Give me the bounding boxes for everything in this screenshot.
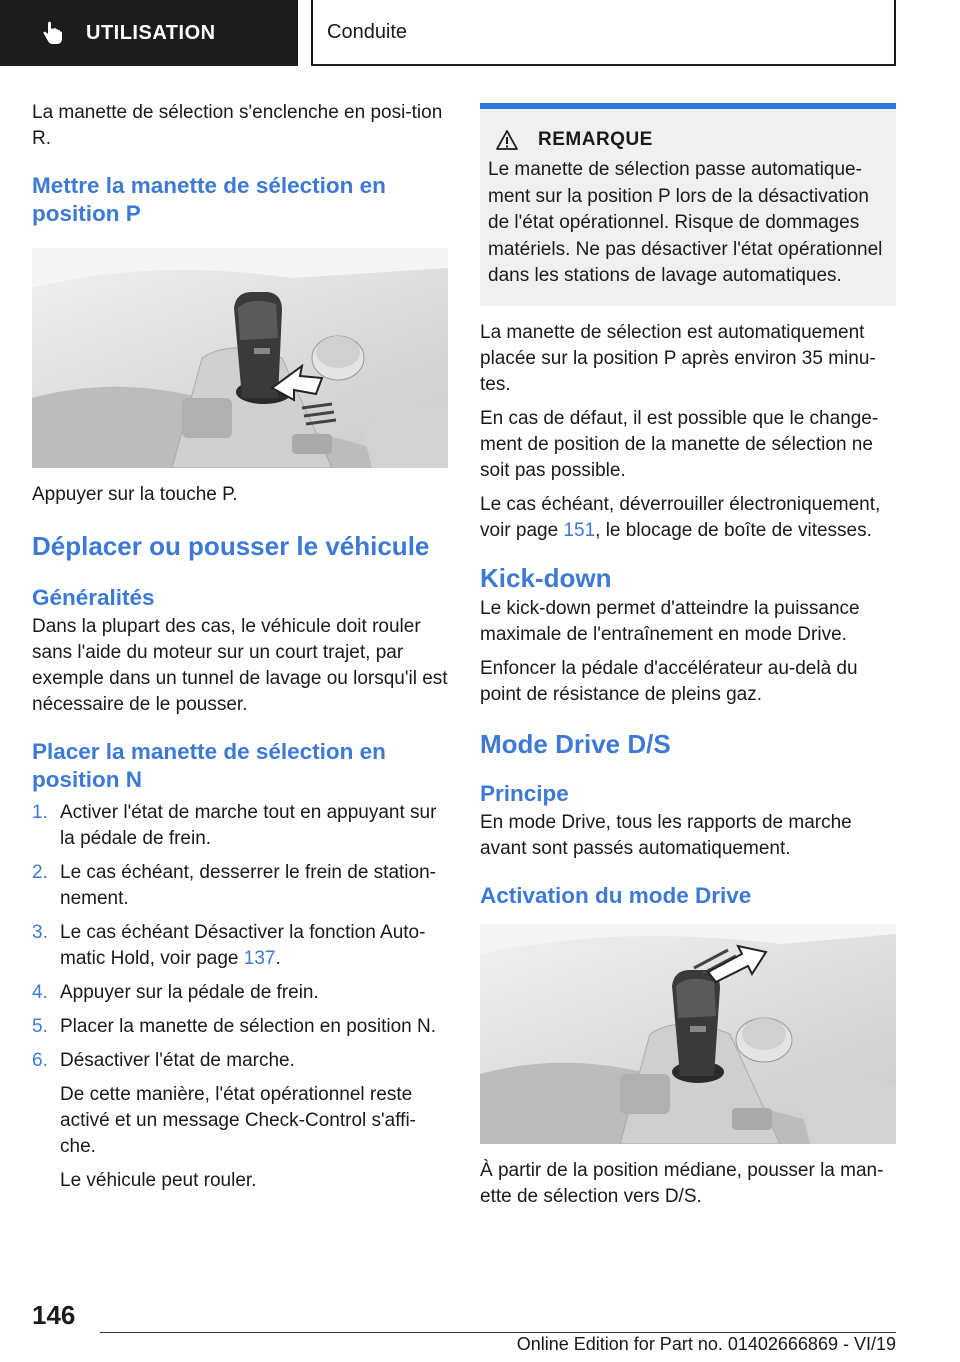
- note-text: Le manette de sélection passe automatique-ment sur la position P lors de la désactivation de l'état opérationnel. Risque de dommages matériels. Ne pas désactiver l'état opérationnel dans les stations de lavage automatiques.: [488, 159, 883, 286]
- page-link-137[interactable]: 137: [243, 948, 276, 969]
- footer-divider: [100, 1332, 896, 1333]
- gear-selector-park-figure: [32, 248, 448, 468]
- chapter-title: Conduite: [327, 20, 408, 43]
- list-item: 5. Placer la manette de sélection en position N.: [32, 1016, 436, 1037]
- page-number: 146: [32, 1300, 76, 1330]
- paragraph-principle: En mode Drive, tous les rapports de marche avant sont passés automatiquement.: [480, 811, 852, 859]
- note-title-row: [488, 129, 888, 151]
- page-header: [0, 0, 960, 66]
- heading-general: Généralités: [32, 585, 155, 610]
- paragraph-auto-park: La manette de sélection est automatiquement placée sur la position P après environ 35 minu-tes.: [480, 321, 876, 395]
- sub-paragraph-1: De cette manière, l'état opérationnel reste activé et un message Check-Control s'affi-che.: [60, 1084, 416, 1157]
- list-item: 4. Appuyer sur la pédale de frein.: [32, 982, 319, 1003]
- page-link-151[interactable]: 151: [563, 519, 596, 541]
- list-item: 1. Activer l'état de marche tout en appuyant sur la pédale de frein.: [32, 802, 437, 849]
- warning-note: [480, 103, 896, 306]
- paragraph-fault: En cas de défaut, il est possible que le change-ment de position de la manette de sélection ne soit pas possible.: [480, 407, 879, 481]
- footer-edition: Online Edition for Part no. 01402666869 - VI/19: [516, 1334, 896, 1354]
- section-title: UTILISATION: [86, 21, 216, 44]
- list-item: 6. Désactiver l'état de marche.: [32, 1050, 295, 1071]
- neutral-steps-list: [32, 800, 448, 1074]
- caption-drive: À partir de la position médiane, pousser la man-ette de sélection vers D/S.: [480, 1159, 884, 1207]
- heading-kick-down: Kick-down: [480, 562, 612, 593]
- chapter-box: [311, 0, 896, 66]
- paragraph-general: Dans la plupart des cas, le véhicule doit rouler sans l'aide du moteur sur un court trajet, par exemple dans un tunnel de lavage ou lorsqu'il est nécessaire de le pousser.: [32, 616, 448, 715]
- heading-neutral: Placer la manette de sélection en position N: [32, 739, 386, 792]
- section-tab: [0, 0, 298, 66]
- list-item: 3. Le cas échéant Désactiver la fonction Auto-matic Hold, voir page 137.: [32, 922, 426, 969]
- caption-park: Appuyer sur la touche P.: [32, 484, 238, 505]
- list-item: 2. Le cas échéant, desserrer le frein de station-nement.: [32, 862, 436, 909]
- gear-selector-drive-figure: [480, 924, 896, 1144]
- sub-paragraph-2: Le véhicule peut rouler.: [60, 1170, 257, 1191]
- paragraph-unlock: Le cas échéant, déverrouiller électroniquement, voir page 151, le blocage de boîte de vitesses.: [480, 493, 881, 541]
- heading-park: Mettre la manette de sélection en position P: [32, 173, 386, 226]
- heading-drive-mode: Mode Drive D/S: [480, 728, 671, 759]
- note-title: REMARQUE: [538, 129, 653, 150]
- heading-move-vehicle: Déplacer ou pousser le véhicule: [32, 531, 430, 561]
- paragraph-kick-1: Le kick-down permet d'atteindre la puissance maximale de l'entraînement en mode Drive.: [480, 597, 860, 645]
- right-column: [480, 103, 896, 1218]
- heading-activation: Activation du mode Drive: [480, 882, 752, 908]
- intro-paragraph: La manette de sélection s'enclenche en posi-tion R.: [32, 102, 443, 149]
- paragraph-kick-2: Enfoncer la pédale d'accélérateur au-delà du point de résistance de pleins gaz.: [480, 657, 858, 705]
- heading-principle: Principe: [480, 780, 569, 806]
- hand-pointer-icon: [40, 20, 66, 46]
- warning-triangle-icon: [496, 130, 518, 150]
- left-column: [32, 100, 448, 1202]
